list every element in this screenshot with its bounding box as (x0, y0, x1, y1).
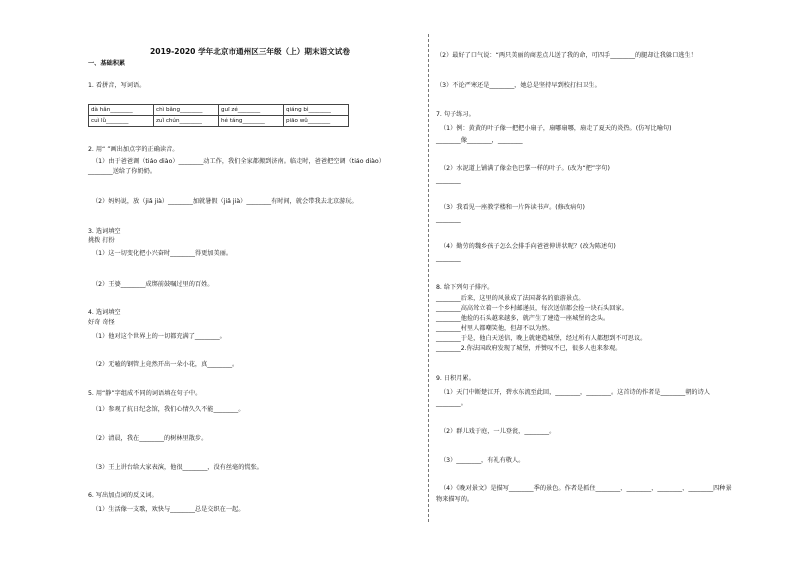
table-cell: zuǐ chún________ (154, 116, 219, 127)
question-9: 9. 日积月累。 (436, 375, 475, 382)
list-item: ________后来，这里的风景成了法国著名的旅游景点。 (436, 295, 585, 302)
question-2: 2. 用“ ”画出加点字的正确读音。 (88, 146, 179, 153)
question-6-1: （1）生活像一支歌，欢快与________总是交织在一起。 (92, 506, 245, 513)
pinyin-table (88, 104, 349, 127)
question-3-1: （1）这一切变化把小兴奋时________得更加美丽。 (92, 250, 233, 257)
question-5: 5. 用“静”字组成不同的词语填在句子中。 (88, 390, 202, 397)
question-2-1-cont: ________送给了你奶奶。 (88, 168, 157, 175)
table-cell: chì bǎng________ (154, 105, 219, 116)
section-heading: 一、基础积累 (88, 60, 126, 67)
question-7-2: （2）水泥道上铺满了像金色巴掌一样的叶子。(改为“把”字句) (440, 165, 610, 172)
question-5-1: （1）参观了抗日纪念馆，我们心情久久不能________。 (92, 406, 245, 413)
question-5-2: （2）清晨，我在________的树林里散步。 (92, 435, 208, 442)
question-9-1: （1）天门中断楚江开，碧水东流至此回，________，________。这首诗的作者是________朝的诗人 (440, 389, 710, 396)
question-9-4-cont: 物来描写的。 (436, 496, 474, 503)
question-2-2: （2）妈妈说，放（jiǎ jià）________加就暑假（jiǎ jià）________有时间，就会带我去北京游玩。 (92, 198, 358, 205)
question-9-4: （4）《晚对景文》是描写________季的景色。作者是抓住________、________、________、________四种景 (440, 485, 732, 492)
question-9-3: （3）________，有礼有敬人。 (440, 457, 525, 464)
page-title: 2019-2020 学年北京市通州区三年级（上）期末语文试卷 (150, 47, 350, 56)
question-7-1-answer: ________像________，________ (436, 137, 523, 144)
table-row (89, 105, 349, 116)
question-2-1: （1）由于爸爸调（tiáo diào）________动工作，我们全家都搬到济南。临走时，爸爸把空调（tiáo diào） (92, 158, 385, 165)
question-3-words: 挑拨 打扮 (88, 237, 115, 244)
question-1: 1. 看拼音，写词语。 (88, 82, 146, 89)
list-item: ________村里人都嘲笑他，但却不以为然。 (436, 325, 554, 332)
question-6-3: （3）不论严寒还是________，她总是坚持早到校打扫卫生。 (436, 82, 601, 89)
question-5-3: （3）王上讲台给大家表演，他很________，没有丝毫的慌张。 (92, 464, 263, 471)
list-item: ________2.你法国政府发现了城堡，并赞叹不已，很多人也来参观。 (436, 345, 622, 352)
list-item: ________高高耸立着一个乡村邮递员，每次送信都会捡一块石头回家。 (436, 305, 628, 312)
table-cell: qiáng bì________ (284, 105, 349, 116)
table-cell: hé táng________ (219, 116, 284, 127)
table-cell: piāo wǔ________ (284, 116, 349, 127)
question-9-1-cont: ________。 (436, 400, 467, 407)
question-7-3: （3）我看见一座教学楼和一片阵读书声。(修改病句) (440, 204, 585, 211)
table-row (89, 116, 349, 127)
question-3: 3. 选词填空 (88, 228, 121, 235)
question-8: 8. 给下列句子排序。 (436, 284, 494, 291)
question-7-3-answer: ________ (436, 216, 461, 223)
question-3-2: （2）王婆________成绑前鼓嘱过里的百姓。 (92, 281, 214, 288)
question-4-1: （1）他对这个世界上的一切都充满了________。 (92, 333, 226, 340)
question-7-4-answer: ________ (436, 255, 461, 262)
question-7-2-answer: ________ (436, 177, 461, 184)
table-cell: dà hǎn________ (89, 105, 154, 116)
list-item: ________他捡的石头越来越多，就产生了建造一座城堡的念头。 (436, 315, 610, 322)
question-6: 6. 写出加点词的反义词。 (88, 492, 158, 499)
question-6-2: （2）最好了口气说：“两只美丽的商差点儿送了我的命，可四手________的腿却让我躲口逃生！ (436, 52, 697, 59)
table-cell: guī zé________ (219, 105, 284, 116)
question-7-1: （1）例：黄黄的叶子像一把把小扇子，扇哪扇哪，扇走了夏天的炎热。(仿写比喻句) (440, 125, 672, 132)
question-4: 4. 选词填空 (88, 309, 121, 316)
question-7-4: （4）勤劳的魏乡孩子怎么会排手向爸爸伸讲状呢？(改为陈述句) (440, 243, 616, 250)
question-4-2: （2）无嗑的钢管上竟然开出一朵小花，真________。 (92, 361, 239, 368)
question-4-words: 好奇 奇怪 (88, 319, 115, 326)
column-divider (428, 34, 429, 522)
list-item: ________于是，他白天送信，晚上就建造城堡，经过所有人都想到不可思议。 (436, 335, 647, 342)
question-9-2: （2）群儿戏于庭，一儿登瓮，________。 (440, 428, 556, 435)
question-7: 7. 句子练习。 (436, 111, 475, 118)
table-cell: cuì lǜ________ (89, 116, 154, 127)
